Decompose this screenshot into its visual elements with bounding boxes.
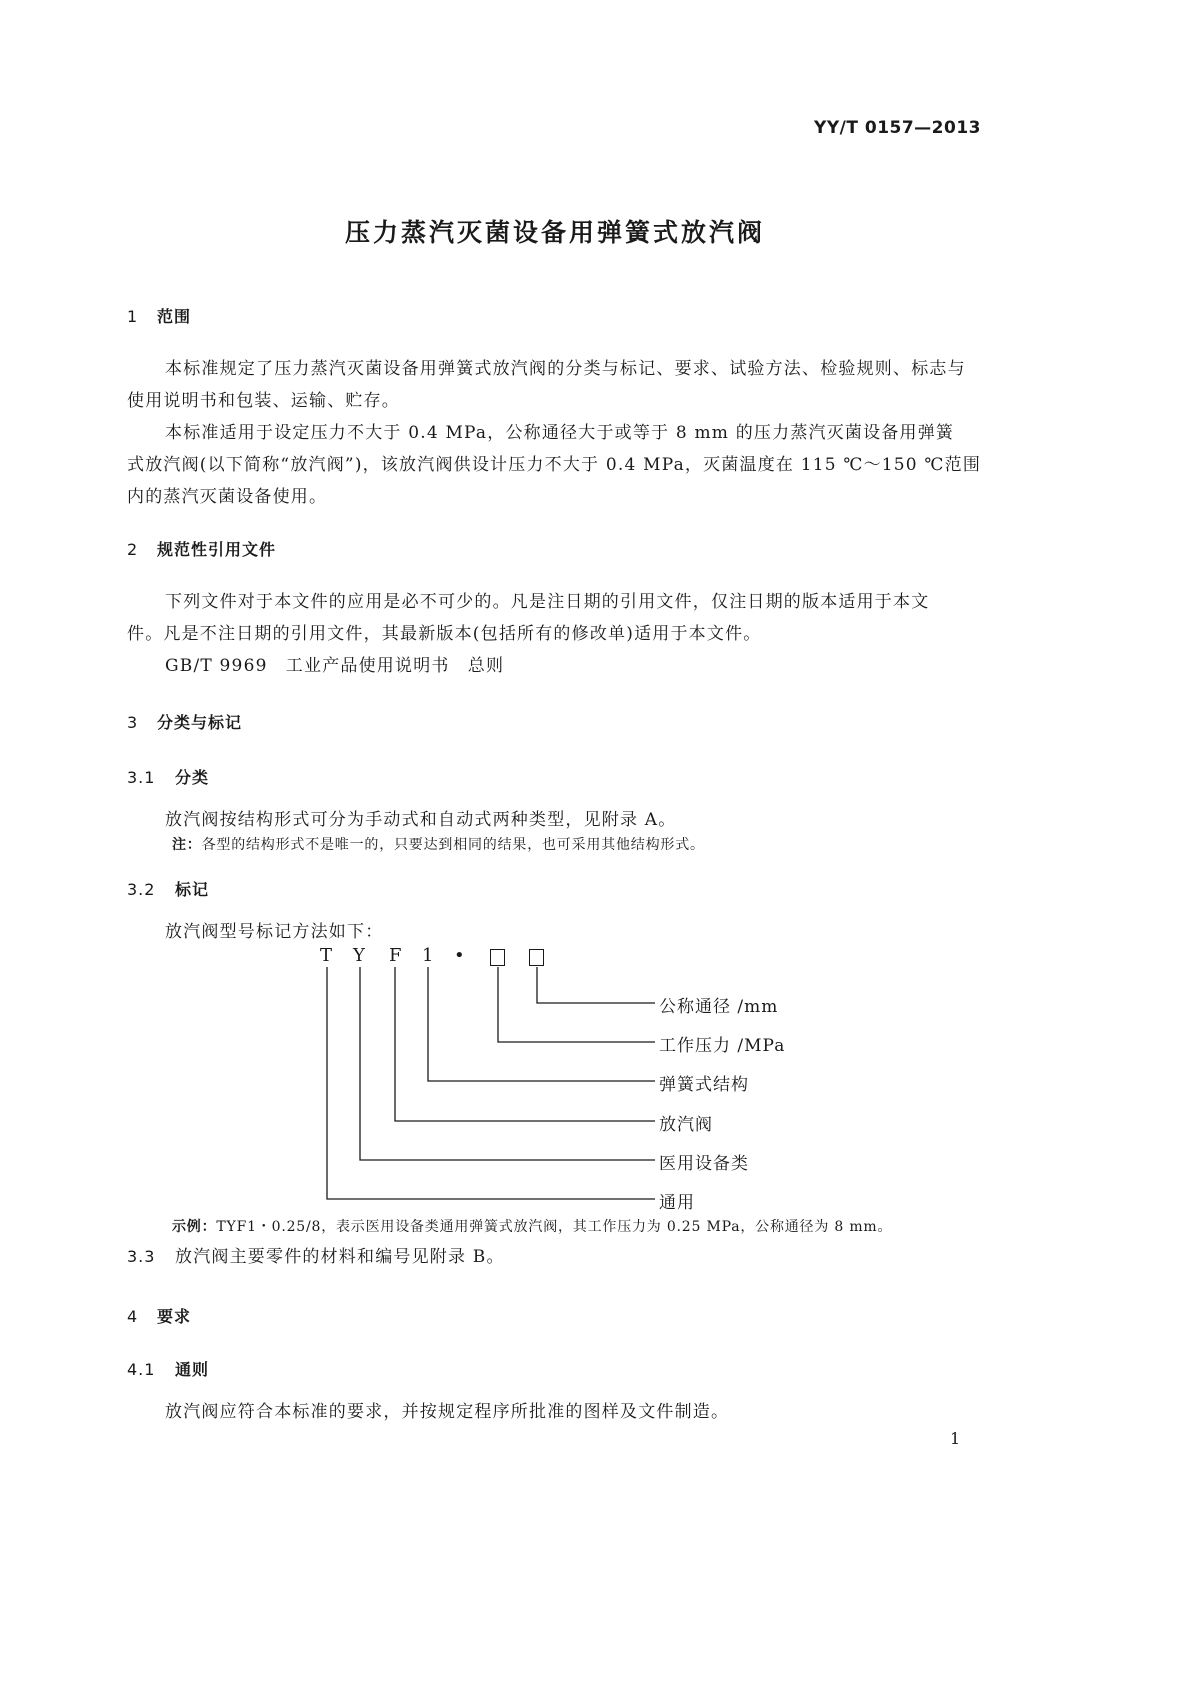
paragraph-line: 式放汽阀(以下简称“放汽阀”)，该放汽阀供设计压力不大于 0.4 MPa，灭菌温度在 115 ℃～150 ℃范围: [127, 455, 982, 475]
paragraph-line: 放汽阀按结构形式可分为手动式和自动式两种类型，见附录 A。: [165, 810, 677, 830]
section-title: 范围: [157, 307, 192, 326]
section-number: 3.2: [127, 880, 156, 899]
note-label: 注：: [172, 837, 202, 853]
page-number: 1: [950, 1429, 961, 1448]
leader-line-general: [327, 967, 655, 1199]
code-letter-y: Y: [353, 945, 365, 966]
section-title: 通则: [175, 1360, 210, 1379]
label-working-pressure: 工作压力 /MPa: [659, 1036, 786, 1056]
leader-line-diameter: [537, 967, 655, 1003]
section-number: 4.1: [127, 1360, 156, 1379]
label-spring-structure: 弹簧式结构: [659, 1075, 749, 1095]
paragraph-line: 放汽阀应符合本标准的要求，并按规定程序所批准的图样及文件制造。: [165, 1402, 730, 1422]
example-text: TYF1・0.25/8，表示医用设备类通用弹簧式放汽阀，其工作压力为 0.25 MPa，公称通径为 8 mm。: [216, 1219, 893, 1235]
paragraph-line: 使用说明书和包装、运输、贮存。: [127, 391, 400, 411]
paragraph-line: 下列文件对于本文件的应用是必不可少的。凡是注日期的引用文件，仅注日期的版本适用于本文: [165, 592, 930, 612]
label-general-purpose: 通用: [659, 1193, 695, 1213]
paragraph-line: 内的蒸汽灭菌设备使用。: [127, 487, 328, 507]
label-nominal-diameter: 公称通径 /mm: [659, 997, 779, 1017]
section-number: 3: [127, 713, 139, 732]
code-letter-1: 1: [422, 945, 434, 966]
section-title: 标记: [175, 880, 210, 899]
section-title: 要求: [157, 1307, 192, 1326]
leader-line-pressure: [498, 967, 655, 1042]
leader-line-valve: [395, 967, 655, 1121]
code-letter-t: T: [320, 945, 333, 966]
section-title: 分类: [175, 768, 210, 787]
label-medical-equipment: 医用设备类: [659, 1154, 749, 1174]
section-3-3: [127, 1241, 505, 1273]
section-4-1-heading: [127, 1357, 209, 1380]
example-label: 示例：: [172, 1219, 217, 1235]
section-number: 4: [127, 1307, 139, 1326]
paragraph-line: 件。凡是不注日期的引用文件，其最新版本(包括所有的修改单)适用于本文件。: [127, 624, 762, 644]
example: [172, 1216, 892, 1236]
paragraph-line: 本标准规定了压力蒸汽灭菌设备用弹簧式放汽阀的分类与标记、要求、试验方法、检验规则、标志与: [165, 359, 966, 379]
section-number: 1: [127, 307, 139, 326]
standard-number: YY/T 0157—2013: [814, 118, 981, 138]
section-number: 2: [127, 540, 139, 559]
leader-line-medical: [360, 967, 655, 1160]
label-vent-valve: 放汽阀: [659, 1115, 713, 1135]
code-letter-f: F: [389, 945, 402, 966]
note-text: 各型的结构形式不是唯一的，只要达到相同的结果，也可采用其他结构形式。: [201, 837, 705, 853]
section-number: 3.3: [127, 1247, 156, 1266]
paragraph-line: 放汽阀主要零件的材料和编号见附录 B。: [175, 1247, 505, 1267]
code-dot: •: [454, 945, 465, 966]
normative-reference: GB/T 9969 工业产品使用说明书 总则: [165, 656, 505, 676]
document-title: 压力蒸汽灭菌设备用弹簧式放汽阀: [344, 218, 765, 247]
section-number: 3.1: [127, 768, 156, 787]
paragraph-line: 本标准适用于设定压力不大于 0.4 MPa，公称通径大于或等于 8 mm 的压力蒸汽灭菌设备用弹簧: [165, 423, 955, 443]
section-title: 分类与标记: [157, 713, 243, 732]
leader-line-spring: [428, 967, 655, 1081]
section-title: 规范性引用文件: [157, 540, 277, 559]
paragraph-line: 放汽阀型号标记方法如下：: [165, 922, 384, 942]
section-4-heading: [127, 1304, 191, 1327]
